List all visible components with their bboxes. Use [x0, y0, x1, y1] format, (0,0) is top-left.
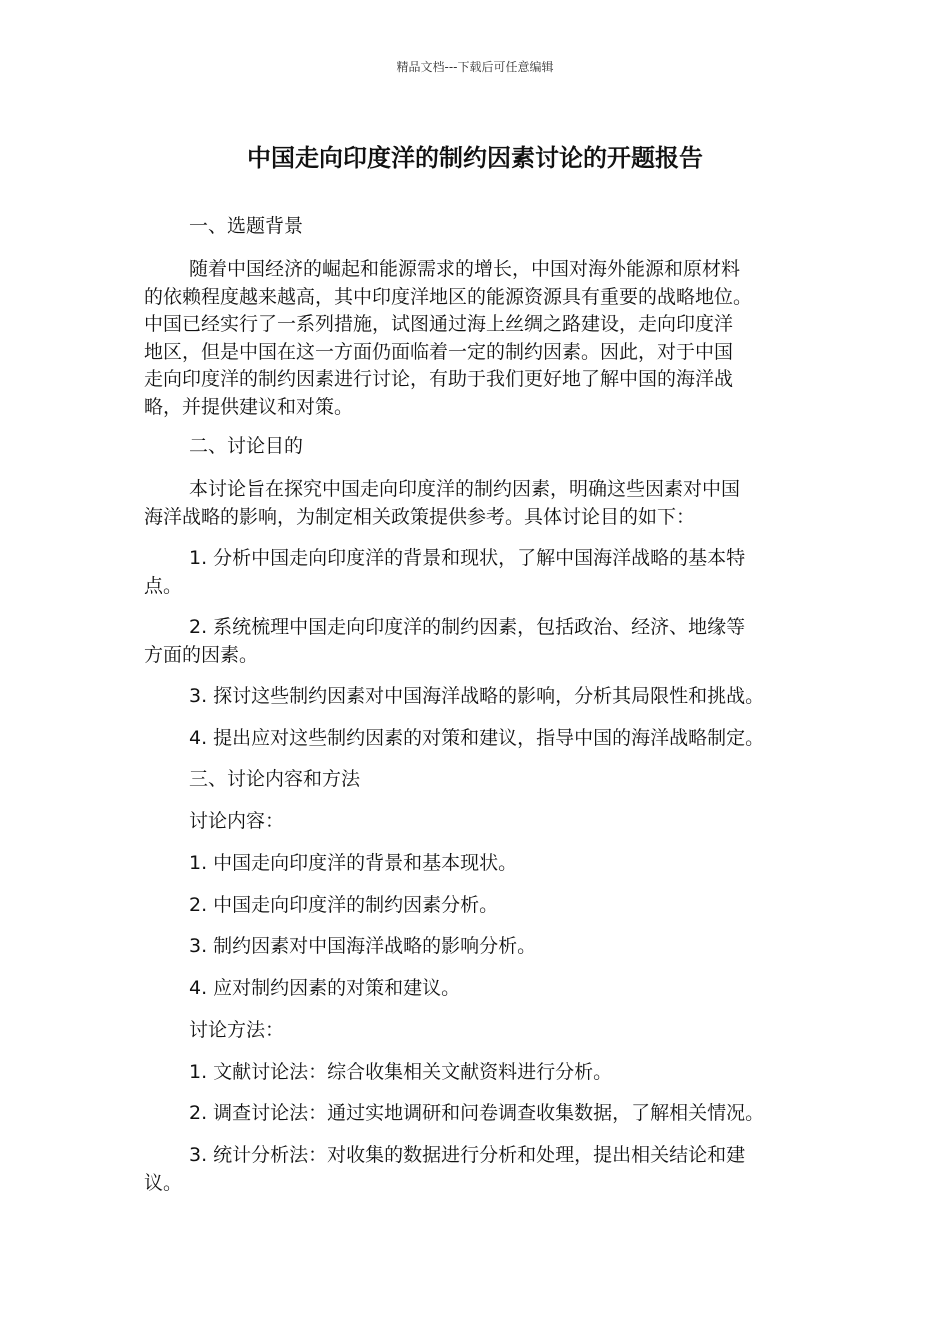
list-item-purpose-4	[144, 725, 812, 753]
list-item-purpose-3	[144, 683, 812, 711]
heading-text: 二、讨论目的	[189, 435, 304, 457]
paragraph-line: 1. 文献讨论法：综合收集相关文献资料进行分析。	[189, 1061, 613, 1083]
label-text: 讨论内容：	[189, 810, 285, 832]
list-item-purpose-1	[144, 545, 812, 600]
method-label	[144, 1017, 812, 1045]
page-header-watermark: 精品文档---下载后可任意编辑	[396, 60, 554, 74]
paragraph-line: 点。	[144, 574, 183, 597]
heading-text: 三、讨论内容和方法	[189, 768, 361, 790]
paragraph-line: 2. 系统梳理中国走向印度洋的制约因素，包括政治、经济、地缘等	[189, 616, 746, 638]
list-item-method-2	[144, 1100, 812, 1128]
list-item-content-2	[144, 892, 812, 920]
list-item-content-1	[144, 850, 812, 878]
section-heading-content-method	[144, 766, 812, 794]
paragraph-line: 本讨论旨在探究中国走向印度洋的制约因素，明确这些因素对中国	[189, 478, 741, 500]
paragraph-line: 3. 探讨这些制约因素对中国海洋战略的影响，分析其局限性和挑战。	[189, 685, 765, 707]
list-item-method-3	[144, 1142, 812, 1197]
list-item-purpose-2	[144, 614, 812, 669]
paragraph-line: 海洋战略的影响，为制定相关政策提供参考。具体讨论目的如下：	[144, 505, 696, 528]
paragraph-line: 议。	[144, 1171, 183, 1194]
paragraph-line: 3. 统计分析法：对收集的数据进行分析和处理，提出相关结论和建	[189, 1144, 746, 1166]
section-heading-purpose	[144, 433, 812, 461]
paragraph-line: 1. 中国走向印度洋的背景和基本现状。	[189, 852, 518, 874]
paragraph-line: 走向印度洋的制约因素进行讨论，有助于我们更好地了解中国的海洋战	[144, 368, 734, 390]
paragraph-line: 4. 应对制约因素的对策和建议。	[189, 977, 461, 999]
paragraph-line: 3. 制约因素对中国海洋战略的影响分析。	[189, 935, 537, 957]
paragraph-background	[144, 256, 812, 421]
content-label	[144, 808, 812, 836]
paragraph-line: 的依赖程度越来越高，其中印度洋地区的能源资源具有重要的战略地位。	[144, 285, 753, 308]
list-item-method-1	[144, 1059, 812, 1087]
paragraph-purpose-intro	[144, 476, 812, 531]
paragraph-line: 略，并提供建议和对策。	[144, 395, 354, 418]
paragraph-line: 1. 分析中国走向印度洋的背景和现状，了解中国海洋战略的基本特	[189, 547, 746, 569]
paragraph-line: 4. 提出应对这些制约因素的对策和建议，指导中国的海洋战略制定。	[189, 727, 765, 749]
paragraph-line: 方面的因素。	[144, 643, 259, 666]
list-item-content-3	[144, 933, 812, 961]
paragraph-line: 地区，但是中国在这一方面仍面临着一定的制约因素。因此，对于中国	[144, 340, 734, 363]
paragraph-line: 2. 中国走向印度洋的制约因素分析。	[189, 894, 499, 916]
section-heading-background	[144, 213, 812, 241]
paragraph-line: 2. 调查讨论法：通过实地调研和问卷调查收集数据，了解相关情况。	[189, 1102, 765, 1124]
document-title: 中国走向印度洋的制约因素讨论的开题报告	[247, 144, 703, 172]
label-text: 讨论方法：	[189, 1019, 285, 1041]
heading-text: 一、选题背景	[189, 215, 304, 237]
list-item-content-4	[144, 975, 812, 1003]
paragraph-line: 中国已经实行了一系列措施，试图通过海上丝绸之路建设，走向印度洋	[144, 313, 734, 335]
paragraph-line: 随着中国经济的崛起和能源需求的增长，中国对海外能源和原材料	[189, 258, 741, 280]
